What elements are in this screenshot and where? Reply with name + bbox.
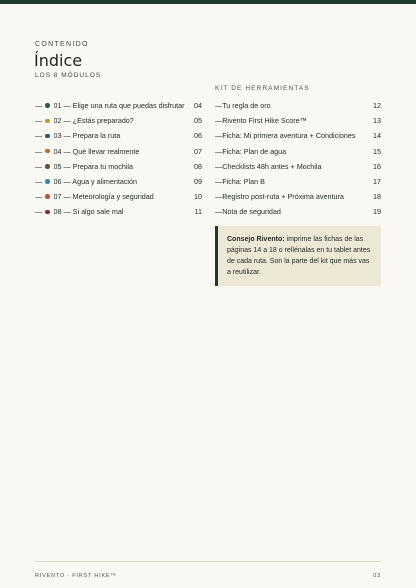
- toc-dash: —: [35, 207, 43, 217]
- toc-item[interactable]: [35, 189, 202, 204]
- toc-dash: —: [35, 131, 43, 141]
- kit-item-label: —Ficha: Plan B: [215, 177, 265, 187]
- kit-item[interactable]: [215, 204, 381, 219]
- kit-item-label: —Ficha: Mi primera aventura + Condiciones: [215, 131, 356, 141]
- module-dot-icon: [45, 149, 50, 154]
- toc-item-page: 06: [194, 131, 202, 141]
- footer-divider: [35, 561, 381, 562]
- module-dot-icon: [45, 119, 50, 124]
- toc-item[interactable]: [35, 174, 202, 189]
- toc-item-page: 07: [194, 146, 202, 156]
- toc-dash: —: [35, 146, 43, 156]
- toc-item-label: 08 — Si algo sale mal: [53, 207, 124, 217]
- toc-item-label: 07 — Meteorología y seguridad: [53, 192, 154, 202]
- kit-item-label: —Rivento First Hike Score™: [215, 116, 307, 126]
- toc-item-page: 10: [194, 192, 202, 202]
- kit-item-page: 17: [373, 177, 381, 187]
- kit-item[interactable]: [215, 98, 381, 113]
- toc-dash: —: [35, 101, 43, 111]
- kit-item-label: —Ficha: Plan de agua: [215, 146, 287, 156]
- module-dot-icon: [45, 194, 50, 199]
- toc-item-label: 05 — Prepara tu mochila: [53, 161, 134, 171]
- section-eyebrow: CONTENIDO: [35, 41, 89, 48]
- module-dot-icon: [45, 210, 50, 215]
- toc-item[interactable]: [35, 113, 202, 128]
- toc-item[interactable]: [35, 204, 202, 219]
- toc-dash: —: [35, 161, 43, 171]
- kit-item-page: 18: [373, 192, 381, 202]
- module-dot-icon: [45, 134, 50, 139]
- page-subtitle: LOS 8 MÓDULOS: [35, 72, 102, 79]
- toc-item-page: 11: [194, 207, 202, 217]
- module-dot-icon: [45, 103, 50, 108]
- toc-item-page: 08: [194, 161, 202, 171]
- tip-lead: Consejo Rivento:: [227, 236, 285, 243]
- kit-item[interactable]: [215, 189, 381, 204]
- toc-item-page: 04: [194, 101, 202, 111]
- toc-item-label: 03 — Prepara la ruta: [53, 131, 121, 141]
- toc-dash: —: [35, 192, 43, 202]
- page-title: Índice: [34, 51, 83, 70]
- toc-item[interactable]: [35, 98, 202, 113]
- tip-callout: [215, 226, 381, 286]
- toc-item[interactable]: [35, 144, 202, 159]
- kit-item-label: —Checklists 48h antes + Mochila: [215, 161, 322, 171]
- toc-dash: —: [35, 177, 43, 187]
- kit-item-label: —Nota de seguridad: [215, 207, 281, 217]
- kit-item[interactable]: [215, 113, 381, 128]
- toolkit-list: [215, 98, 381, 220]
- footer-brand: RIVENTO · FIRST HIKE™: [35, 573, 117, 579]
- kit-item-page: 14: [373, 131, 381, 141]
- toc-item-label: 02 — ¿Estás preparado?: [53, 116, 134, 126]
- kit-item-label: —Tu regla de oro: [215, 101, 271, 111]
- kit-item-page: 16: [373, 161, 381, 171]
- kit-item[interactable]: [215, 128, 381, 143]
- toc-item-page: 09: [194, 177, 202, 187]
- table-of-contents: [35, 98, 202, 220]
- toc-item-label: 01 — Elige una ruta que puedas disfrutar: [53, 101, 185, 111]
- toc-item-page: 05: [194, 116, 202, 126]
- kit-item-page: 15: [373, 146, 381, 156]
- kit-item[interactable]: [215, 174, 381, 189]
- toc-item-label: 04 — Qué llevar realmente: [53, 146, 140, 156]
- tip-text: imprime las fichas de las páginas 14 a 18 o rellénalas en tu tablet antes de cada ruta. Son la parte del kit que más vas a reutilizar.: [227, 236, 371, 276]
- module-dot-icon: [45, 179, 50, 184]
- module-dot-icon: [45, 164, 50, 169]
- kit-item-page: 19: [373, 207, 381, 217]
- kit-item-label: —Registro post-ruta + Próxima aventura: [215, 192, 344, 202]
- page-number: 03: [373, 573, 381, 579]
- toc-item[interactable]: [35, 159, 202, 174]
- kit-item[interactable]: [215, 159, 381, 174]
- kit-heading: KIT DE HERRAMIENTAS: [215, 85, 310, 92]
- kit-item[interactable]: [215, 144, 381, 159]
- top-accent-bar: [0, 0, 416, 4]
- toc-item-label: 06 — Agua y alimentación: [53, 177, 138, 187]
- kit-item-page: 13: [373, 116, 381, 126]
- toc-dash: —: [35, 116, 43, 126]
- toc-item[interactable]: [35, 128, 202, 143]
- kit-item-page: 12: [373, 101, 381, 111]
